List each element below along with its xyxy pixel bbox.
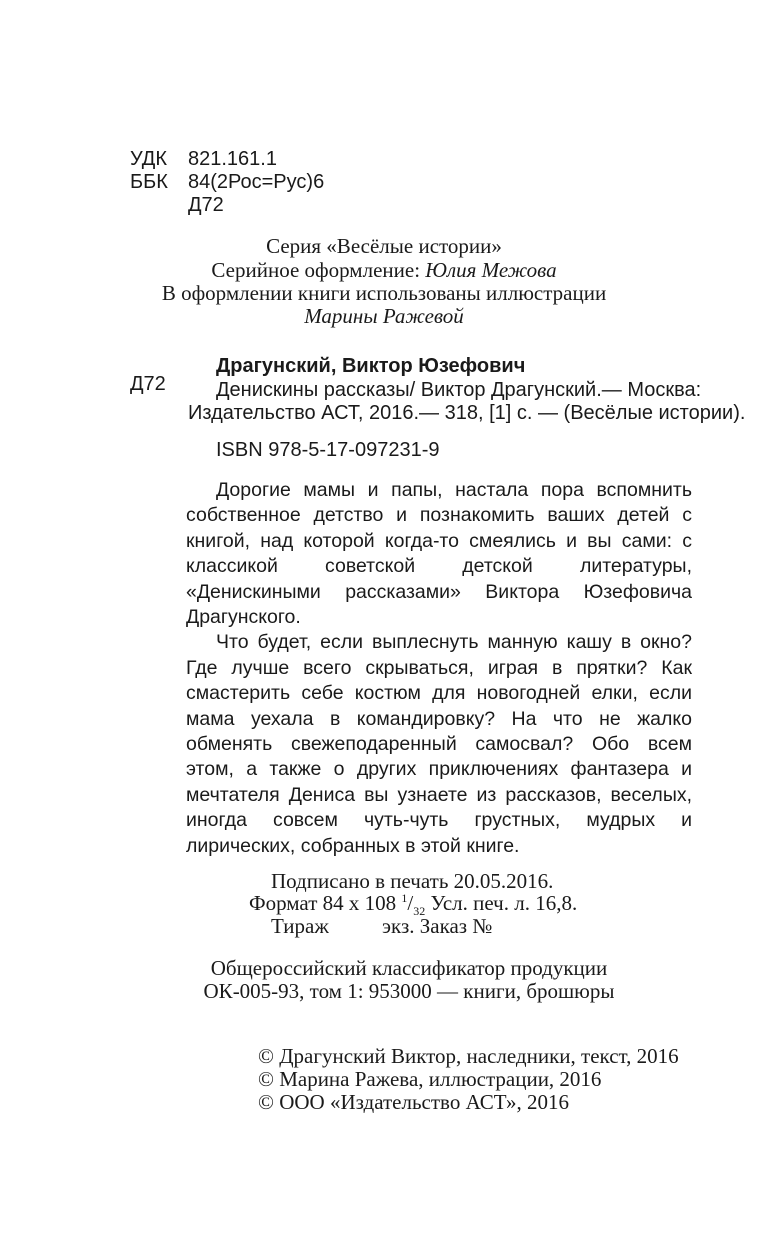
isbn: ISBN 978-5-17-097231-9 xyxy=(216,439,440,461)
catalog-author: Драгунский, Виктор Юзефович xyxy=(216,355,526,377)
annotation xyxy=(186,478,692,859)
catalog-author-mark: Д72 xyxy=(130,373,166,395)
bbk-label: ББК xyxy=(130,171,168,193)
format-suffix: Усл. печ. л. 16,8. xyxy=(425,891,578,915)
copyright-line: © Драгунский Виктор, наследники, текст, 2016 xyxy=(258,1044,679,1068)
catalog-publisher-line: Издательство АСТ, 2016.— 318, [1] с. — (Весёлые истории). xyxy=(188,402,746,424)
udk-value: 821.161.1 xyxy=(188,148,277,170)
author-mark: Д72 xyxy=(188,194,224,216)
copyright-line: © Марина Ражева, иллюстрации, 2016 xyxy=(258,1067,602,1091)
annotation-paragraph-2: Что будет, если выплеснуть манную кашу в окно? Где лучше всего скрываться, играя в прятки? Как смастерить себе костюм для новогодней елки, если мама уехала в командировку? На что не жалко обменять свежеподаренный самосвал? Обо всем этом, а также о других приключениях фантазера и мечтателя Дениса вы узнаете из рассказов, веселых, иногда совсем чуть-чуть грустных, мудрых и лирических, собранных в этой книге. xyxy=(186,631,692,857)
copyright-line: © ООО «Издательство АСТ», 2016 xyxy=(258,1090,569,1114)
annotation-paragraph-1: Дорогие мамы и папы, настала пора вспомнить собственное детство и познакомить ваших детей с книгой, над которой когда-то смеялись и вы сами: с классикой советской детской литературы, «Денискиными рассказами» Виктора Юзефовича Драгунского. xyxy=(186,479,692,629)
format-prefix: Формат 84 x 108 xyxy=(249,891,402,915)
format-line xyxy=(249,891,578,919)
format-slash: / xyxy=(407,891,414,915)
classifier-line-1: Общероссийский классификатор продукции xyxy=(210,956,608,980)
signed-to-print: Подписано в печать 20.05.2016. xyxy=(271,869,554,893)
bbk-value: 84(2Рос=Рус)6 xyxy=(188,171,325,193)
illustrator-name: Марины Ражевой xyxy=(304,304,464,328)
format-numerator: 1 xyxy=(401,891,408,905)
format-denominator: 32 xyxy=(413,904,426,919)
udk-label: УДК xyxy=(130,148,168,170)
order-label: экз. Заказ № xyxy=(382,914,493,938)
illustrations-line: В оформлении книги использованы иллюстрации xyxy=(161,281,607,305)
print-run-label: Тираж xyxy=(271,914,329,938)
designer-name: Юлия Межова xyxy=(425,258,557,282)
catalog-title-line: Денискины рассказы/ Виктор Драгунский.— Москва: xyxy=(216,379,702,401)
classifier-line-2: ОК-005-93, том 1: 953000 — книги, брошюры xyxy=(203,979,615,1003)
series-line: Серия «Весёлые истории» xyxy=(266,234,502,258)
design-credit xyxy=(150,258,618,282)
design-prefix: Серийное оформление: xyxy=(211,258,426,282)
